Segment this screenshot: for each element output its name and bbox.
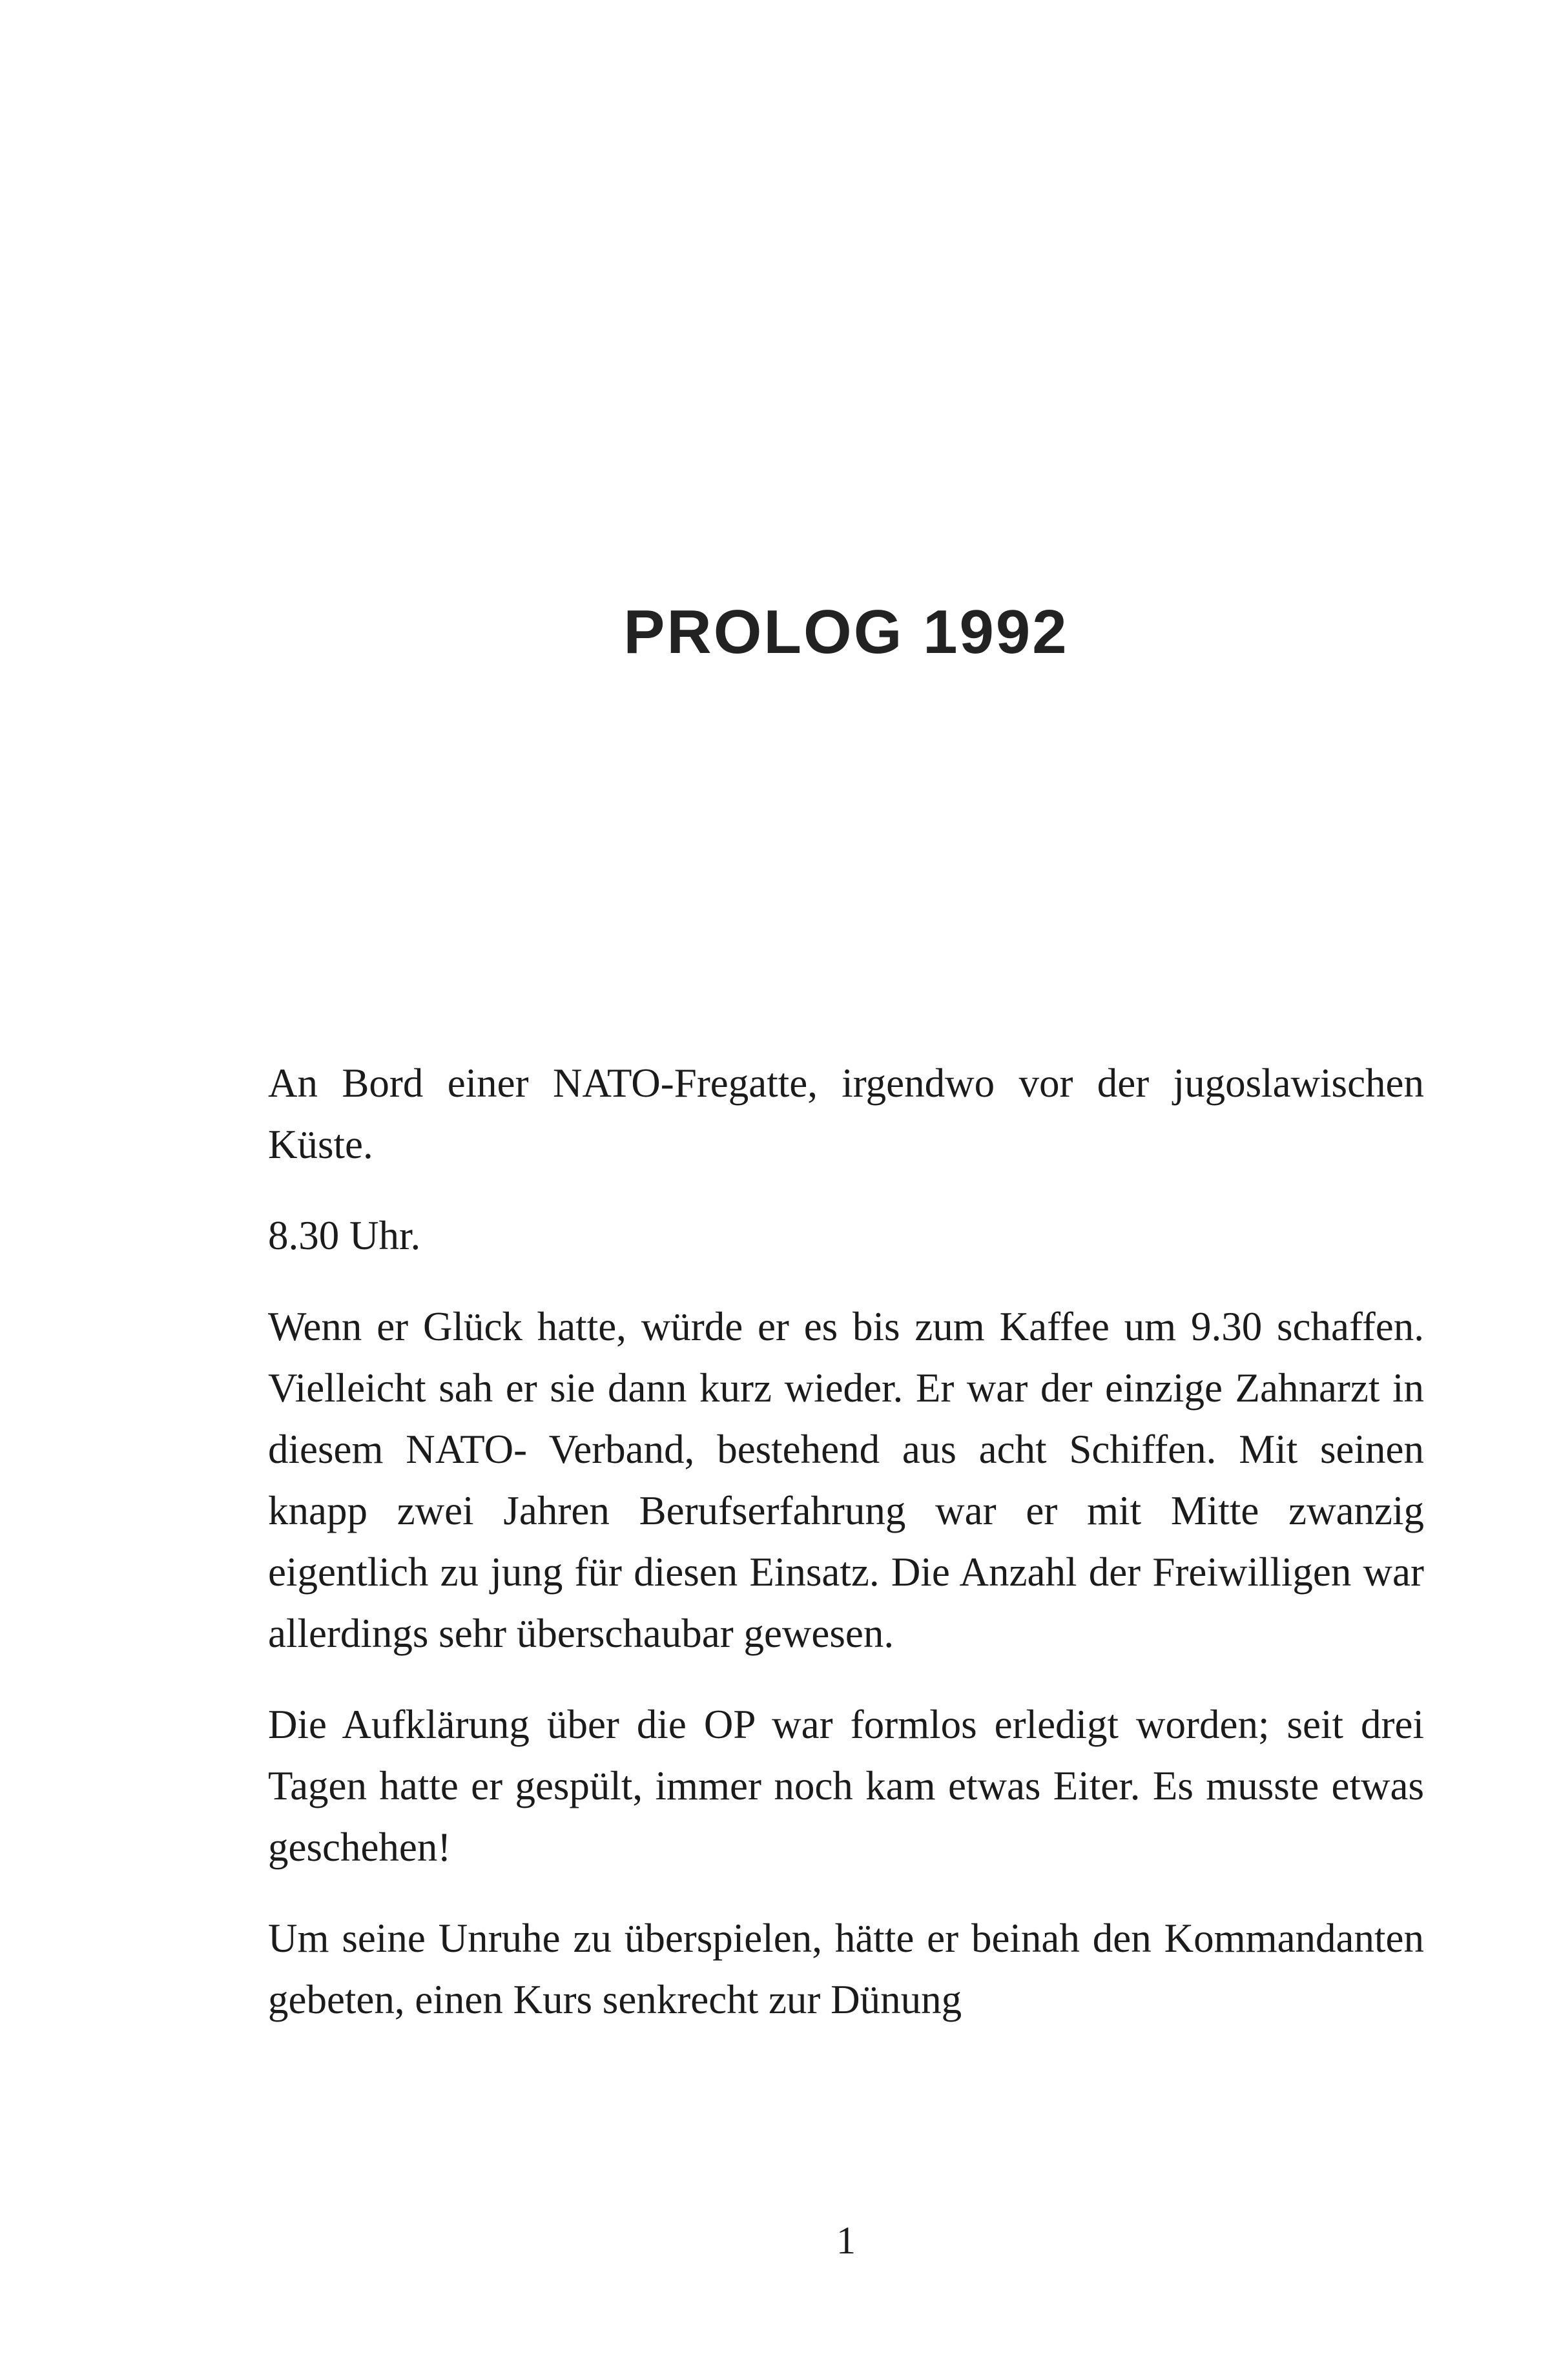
body-paragraph: Wenn er Glück hatte, würde er es bis zum Kaffee um 9.30 schaffen. Vielleicht sah er sie dann kurz wieder. Er war der einzige Zahnarzt in diesem NATO- Verband, bestehend aus acht Schiffen. Mit seinen knapp zwei Jahren Berufserfahrung war er mit Mitte zwanzig eigentlich zu jung für diesen Einsatz. Die Anzahl der Freiwilligen war allerdings sehr überschaubar gewesen. — [268, 1304, 1424, 1656]
body-paragraph: Um seine Unruhe zu überspielen, hätte er beinah den Kommandanten gebeten, einen Kurs senkrecht zur Dünung — [268, 1916, 1424, 2022]
page-number: 1 — [836, 2219, 856, 2262]
body-paragraph: An Bord einer NATO-Fregatte, irgendwo vor der jugoslawischen Küste. — [268, 1061, 1424, 1167]
chapter-title: PROLOG 1992 — [623, 597, 1069, 667]
body-paragraph: 8.30 Uhr. — [268, 1213, 421, 1258]
body-paragraph: Die Aufklärung über die OP war formlos erledigt worden; seit drei Tagen hatte er gespült, immer noch kam etwas Eiter. Es musste etwas geschehen! — [268, 1702, 1424, 1870]
body-text — [268, 1053, 1424, 2060]
